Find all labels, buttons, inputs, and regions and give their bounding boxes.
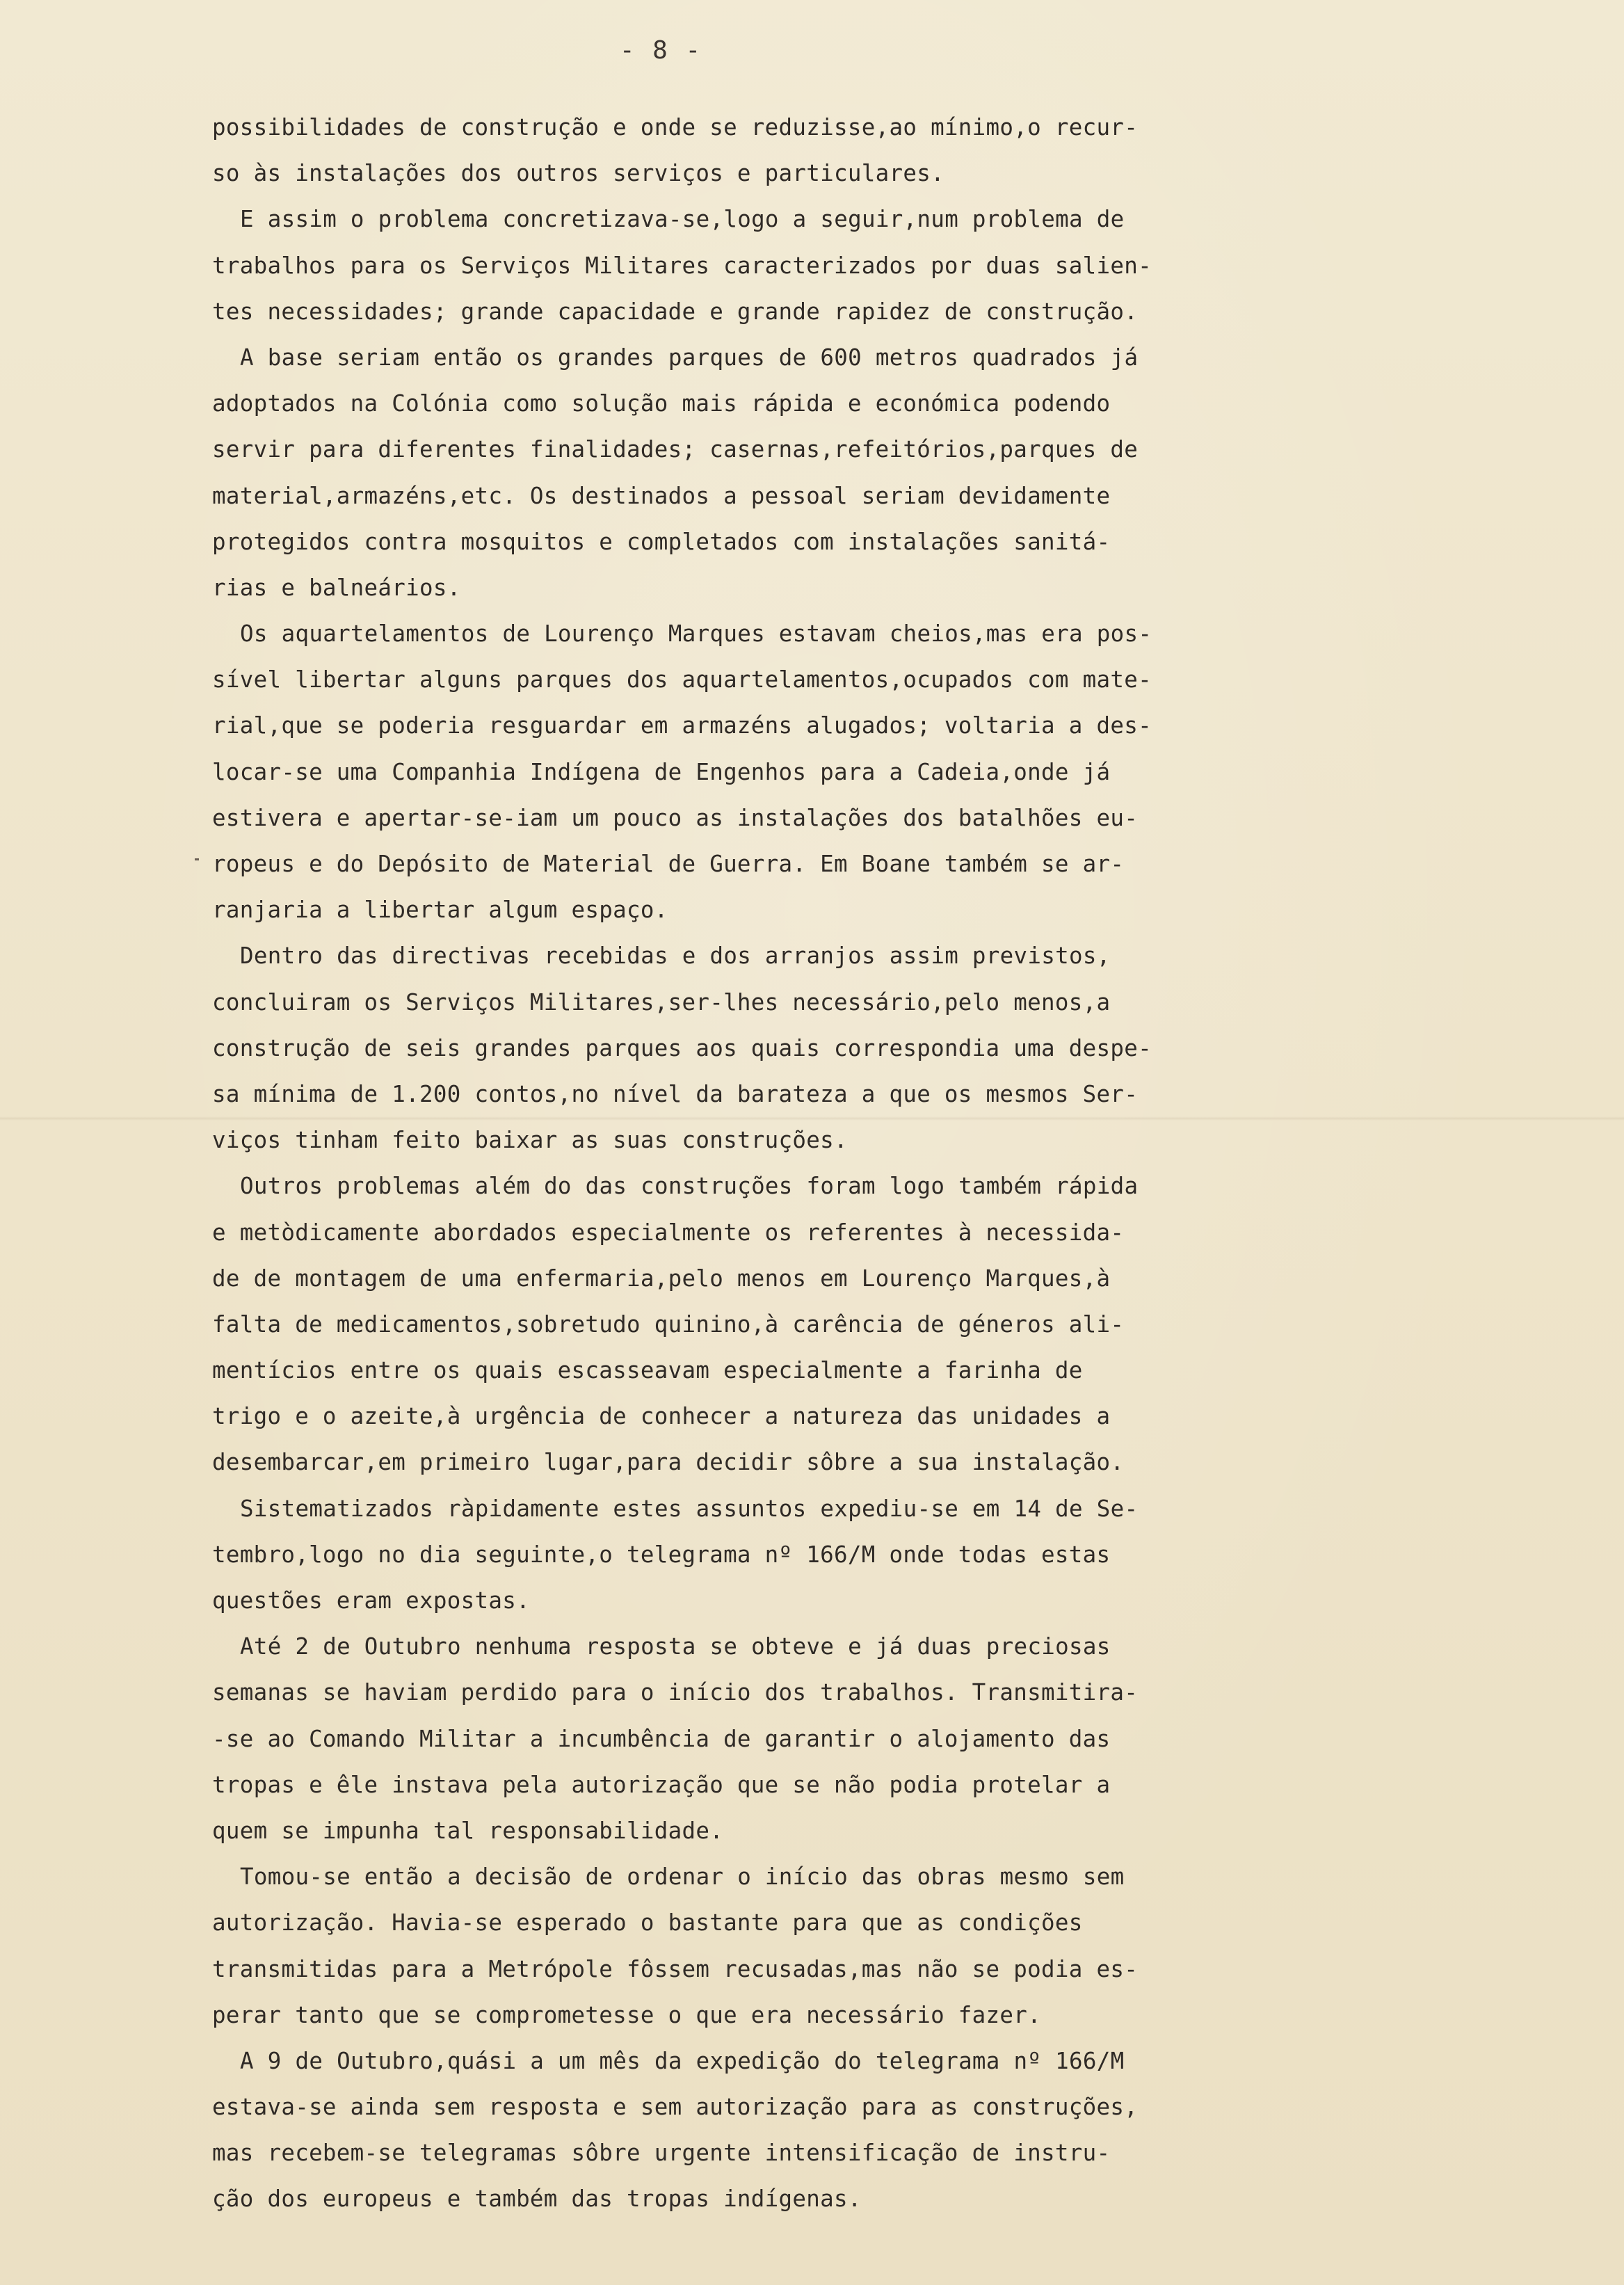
text-line: estivera e apertar-se-iam um pouco as instalações dos batalhões eu- [212,804,1139,831]
text-line: perar tanto que se comprometesse o que era necessário fazer. [212,2001,1041,2028]
text-line: adoptados na Colónia como solução mais rápida e económica podendo [212,390,1111,417]
paragraph [212,1854,1179,2038]
paragraph [212,1163,1179,1485]
text-line: tes necessidades; grande capacidade e grande rapidez de construção. [212,298,1139,325]
text-line: protegidos contra mosquitos e completados com instalações sanitá- [212,528,1111,555]
text-line: rial,que se poderia resguardar em armazéns alugados; voltaria a des- [212,712,1152,739]
text-line: ção dos europeus e também das tropas indígenas. [212,2186,862,2213]
text-line: construção de seis grandes parques aos quais correspondia uma despe- [212,1034,1152,1061]
paragraph [212,1486,1179,1624]
text-line: semanas se haviam perdido para o início dos trabalhos. Transmitira- [212,1679,1139,1706]
text-line: servir para diferentes finalidades; casernas,refeitórios,parques de [212,436,1139,463]
text-line: mas recebem-se telegramas sôbre urgente intensificação de instru- [212,2140,1111,2167]
text-line: -se ao Comando Militar a incumbência de garantir o alojamento das [212,1725,1111,1752]
text-line: quem se impunha tal responsabilidade. [212,1817,724,1844]
text-line: tropas e êle instava pela autorização que se não podia protelar a [212,1771,1111,1798]
text-line: so às instalações dos outros serviços e particulares. [212,160,944,187]
text-line: sa mínima de 1.200 contos,no nível da barateza a que os mesmos Ser- [212,1080,1139,1107]
text-line: falta de medicamentos,sobretudo quinino,à carência de géneros ali- [212,1310,1125,1338]
page-number: - 8 - [619,36,702,65]
document-body [212,104,1179,2222]
text-line: sível libertar alguns parques dos aquartelamentos,ocupados com mate- [212,666,1152,693]
text-line: tembro,logo no dia seguinte,o telegrama nº 166/M onde todas estas [212,1541,1111,1568]
text-line: material,armazéns,etc. Os destinados a pessoal seriam devidamente [212,482,1111,509]
text-line: E assim o problema concretizava-se,logo a seguir,num problema de [240,206,1125,233]
text-line: trigo e o azeite,à urgência de conhecer a natureza das unidades a [212,1403,1111,1430]
text-line: Até 2 de Outubro nenhuma resposta se obteve e já duas preciosas [240,1633,1111,1660]
paragraph [212,196,1179,335]
text-line: estava-se ainda sem resposta e sem autorização para as construções, [212,2094,1139,2121]
paragraph [212,611,1179,933]
text-line: Dentro das directivas recebidas e dos arranjos assim previstos, [240,943,1111,970]
paragraph [212,335,1179,611]
text-line: A 9 de Outubro,quási a um mês da expedição do telegrama nº 166/M [240,2047,1125,2074]
text-line: ropeus e do Depósito de Material de Guerra. Em Boane também se ar- [212,851,1125,877]
text-line: de de montagem de uma enfermaria,pelo menos em Lourenço Marques,à [212,1265,1111,1292]
text-line: ranjaria a libertar algum espaço. [212,897,668,924]
text-line: transmitidas para a Metrópole fôssem recusadas,mas não se podia es- [212,1955,1139,1982]
ink-speck [195,858,199,860]
text-line: possibilidades de construção e onde se reduzisse,ao mínimo,o recur- [212,114,1139,141]
paragraph [212,933,1179,1163]
text-line: concluiram os Serviços Militares,ser-lhes necessário,pelo menos,a [212,988,1111,1016]
text-line: autorização. Havia-se esperado o bastante para que as condições [212,1909,1083,1937]
text-line: trabalhos para os Serviços Militares caracterizados por duas salien- [212,252,1152,279]
text-line: Tomou-se então a decisão de ordenar o início das obras mesmo sem [240,1863,1125,1891]
paragraph [212,2038,1179,2222]
text-line: Sistematizados ràpidamente estes assuntos expediu-se em 14 de Se- [240,1495,1139,1522]
text-line: rias e balneários. [212,574,461,601]
text-line: questões eram expostas. [212,1587,530,1614]
paragraph [212,1623,1179,1854]
text-line: mentícios entre os quais escasseavam especialmente a farinha de [212,1357,1083,1384]
text-line: viços tinham feito baixar as suas construções. [212,1127,848,1154]
paragraph [212,104,1179,196]
text-line: Os aquartelamentos de Lourenço Marques estavam cheios,mas era pos- [240,620,1152,648]
text-line: e metòdicamente abordados especialmente os referentes à necessida- [212,1219,1125,1246]
text-line: desembarcar,em primeiro lugar,para decidir sôbre a sua instalação. [212,1449,1125,1476]
text-line: Outros problemas além do das construções foram logo também rápida [240,1173,1139,1200]
text-line: A base seriam então os grandes parques de 600 metros quadrados já [240,344,1139,371]
text-line: locar-se uma Companhia Indígena de Engenhos para a Cadeia,onde já [212,758,1111,785]
